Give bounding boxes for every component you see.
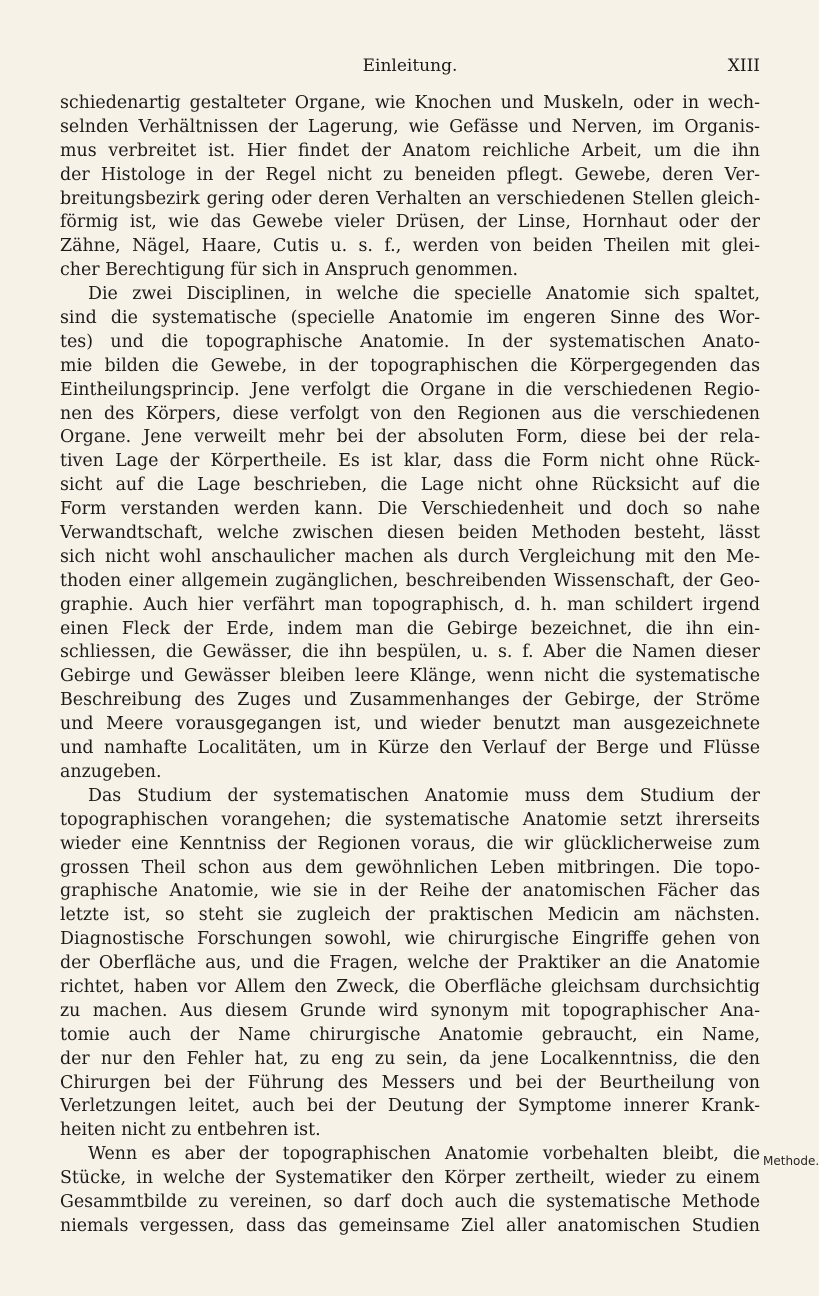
text-line: tomie auch der Name chirurgische Anatomie gebraucht, ein Name, bbox=[60, 1024, 760, 1045]
text-line: Das Studium der systematischen Anatomie muss dem Studium der bbox=[88, 785, 760, 806]
margin-note: Methode. bbox=[763, 1154, 819, 1168]
text-line: und Meere vorausgegangen ist, und wieder benutzt man ausgezeichnete bbox=[60, 714, 760, 735]
text-line: mus verbreitet ist. Hier findet der Anatom reichliche Arbeit, um die ihn bbox=[60, 140, 760, 161]
text-line: tiven Lage der Körpertheile. Es ist klar, dass die Form nicht ohne Rück- bbox=[60, 451, 760, 472]
text-line: Gesammtbilde zu vereinen, so darf doch auch die systematische Methode bbox=[60, 1191, 760, 1212]
text-line: sicht auf die Lage beschrieben, die Lage nicht ohne Rücksicht auf die bbox=[60, 475, 760, 496]
text-line: grossen Theil schon aus dem gewöhnlichen Leben mitbringen. Die topo- bbox=[60, 857, 760, 878]
text-line: und namhafte Localitäten, um in Kürze den Verlauf der Berge und Flüsse bbox=[60, 738, 760, 759]
text-line: graphie. Auch hier verfährt man topographisch, d. h. man schildert irgend bbox=[60, 594, 760, 615]
text-line: schliessen, die Gewässer, die ihn bespülen, u. s. f. Aber die Namen dieser bbox=[60, 642, 760, 663]
text-line: Verwandtschaft, welche zwischen diesen beiden Methoden besteht, lässt bbox=[60, 523, 760, 544]
text-line: einen Fleck der Erde, indem man die Gebirge bezeichnet, die ihn ein- bbox=[60, 618, 760, 639]
text-line: Beschreibung des Zuges und Zusammenhanges der Gebirge, der Ströme bbox=[60, 690, 760, 711]
running-title: Einleitung. bbox=[362, 56, 458, 76]
text-line: zu machen. Aus diesem Grunde wird synonym mit topographischer Ana- bbox=[60, 1000, 760, 1021]
text-line: förmig ist, wie das Gewebe vieler Drüsen, der Linse, Hornhaut oder der bbox=[60, 212, 760, 233]
body-text bbox=[60, 92, 760, 1239]
text-line: wieder eine Kenntniss der Regionen voraus, die wir glücklicherweise zum bbox=[60, 833, 760, 854]
text-line: sich nicht wohl anschaulicher machen als durch Vergleichung mit den Me- bbox=[60, 546, 760, 567]
text-line: Wenn es aber der topographischen Anatomie vorbehalten bleibt, die bbox=[88, 1144, 760, 1165]
text-line: Stücke, in welche der Systematiker den Körper zertheilt, wieder zu einem bbox=[60, 1168, 760, 1189]
text-line: richtet, haben vor Allem den Zweck, die Oberfläche gleichsam durchsichtig bbox=[60, 976, 760, 997]
text-line: tes) und die topographische Anatomie. In der systematischen Anato- bbox=[60, 331, 760, 352]
text-line: der nur den Fehler hat, zu eng zu sein, da jene Localkenntniss, die den bbox=[60, 1048, 760, 1069]
text-line: nen des Körpers, diese verfolgt von den Regionen aus die verschiedenen bbox=[60, 403, 760, 424]
text-line: Diagnostische Forschungen sowohl, wie chirurgische Eingriffe gehen von bbox=[60, 929, 760, 950]
text-line: Die zwei Disciplinen, in welche die specielle Anatomie sich spaltet, bbox=[88, 284, 760, 305]
text-line: schiedenartig gestalteter Organe, wie Knochen und Muskeln, oder in wech- bbox=[60, 93, 760, 113]
text-line: Chirurgen bei der Führung des Messers und bei der Beurtheilung von bbox=[60, 1072, 760, 1093]
text-line: breitungsbezirk gering oder deren Verhalten an verschiedenen Stellen gleich- bbox=[60, 188, 760, 209]
text-line: der Oberfläche aus, und die Fragen, welche der Praktiker an die Anatomie bbox=[60, 953, 760, 974]
text-line: der Histologe in der Regel nicht zu beneiden pflegt. Gewebe, deren Ver- bbox=[60, 164, 760, 185]
text-line: Gebirge und Gewässer bleiben leere Klänge, wenn nicht die systematische bbox=[60, 666, 760, 687]
text-line: anzugeben. bbox=[60, 761, 162, 782]
page-number: XIII bbox=[727, 56, 760, 76]
text-line: niemals vergessen, dass das gemeinsame Ziel aller anatomischen Studien bbox=[60, 1215, 760, 1236]
text-line: thoden einer allgemein zugänglichen, beschreibenden Wissenschaft, der Geo- bbox=[60, 570, 760, 591]
text-line: Eintheilungsprincip. Jene verfolgt die Organe in die verschiedenen Regio- bbox=[60, 379, 760, 400]
text-line: mie bilden die Gewebe, in der topographischen die Körpergegenden das bbox=[60, 355, 760, 376]
text-line: Zähne, Nägel, Haare, Cutis u. s. f., werden von beiden Theilen mit glei- bbox=[60, 236, 760, 257]
text-line: sind die systematische (specielle Anatomie im engeren Sinne des Wor- bbox=[60, 308, 760, 329]
text-line: Verletzungen leitet, auch bei der Deutung der Symptome innerer Krank- bbox=[60, 1096, 760, 1117]
text-line: letzte ist, so steht sie zugleich der praktischen Medicin am nächsten. bbox=[60, 905, 760, 926]
text-line: Form verstanden werden kann. Die Verschiedenheit und doch so nahe bbox=[60, 499, 760, 520]
text-line: selnden Verhältnissen der Lagerung, wie Gefässe und Nerven, im Organis- bbox=[60, 116, 760, 137]
text-line: Organe. Jene verweilt mehr bei der absoluten Form, diese bei der rela- bbox=[60, 427, 760, 448]
text-line: topographischen vorangehen; die systematische Anatomie setzt ihrerseits bbox=[60, 809, 760, 830]
text-line: heiten nicht zu entbehren ist. bbox=[60, 1120, 321, 1141]
text-line: cher Berechtigung für sich in Anspruch genommen. bbox=[60, 260, 519, 281]
running-head bbox=[60, 52, 760, 80]
text-line: graphische Anatomie, wie sie in der Reihe der anatomischen Fächer das bbox=[60, 881, 760, 902]
